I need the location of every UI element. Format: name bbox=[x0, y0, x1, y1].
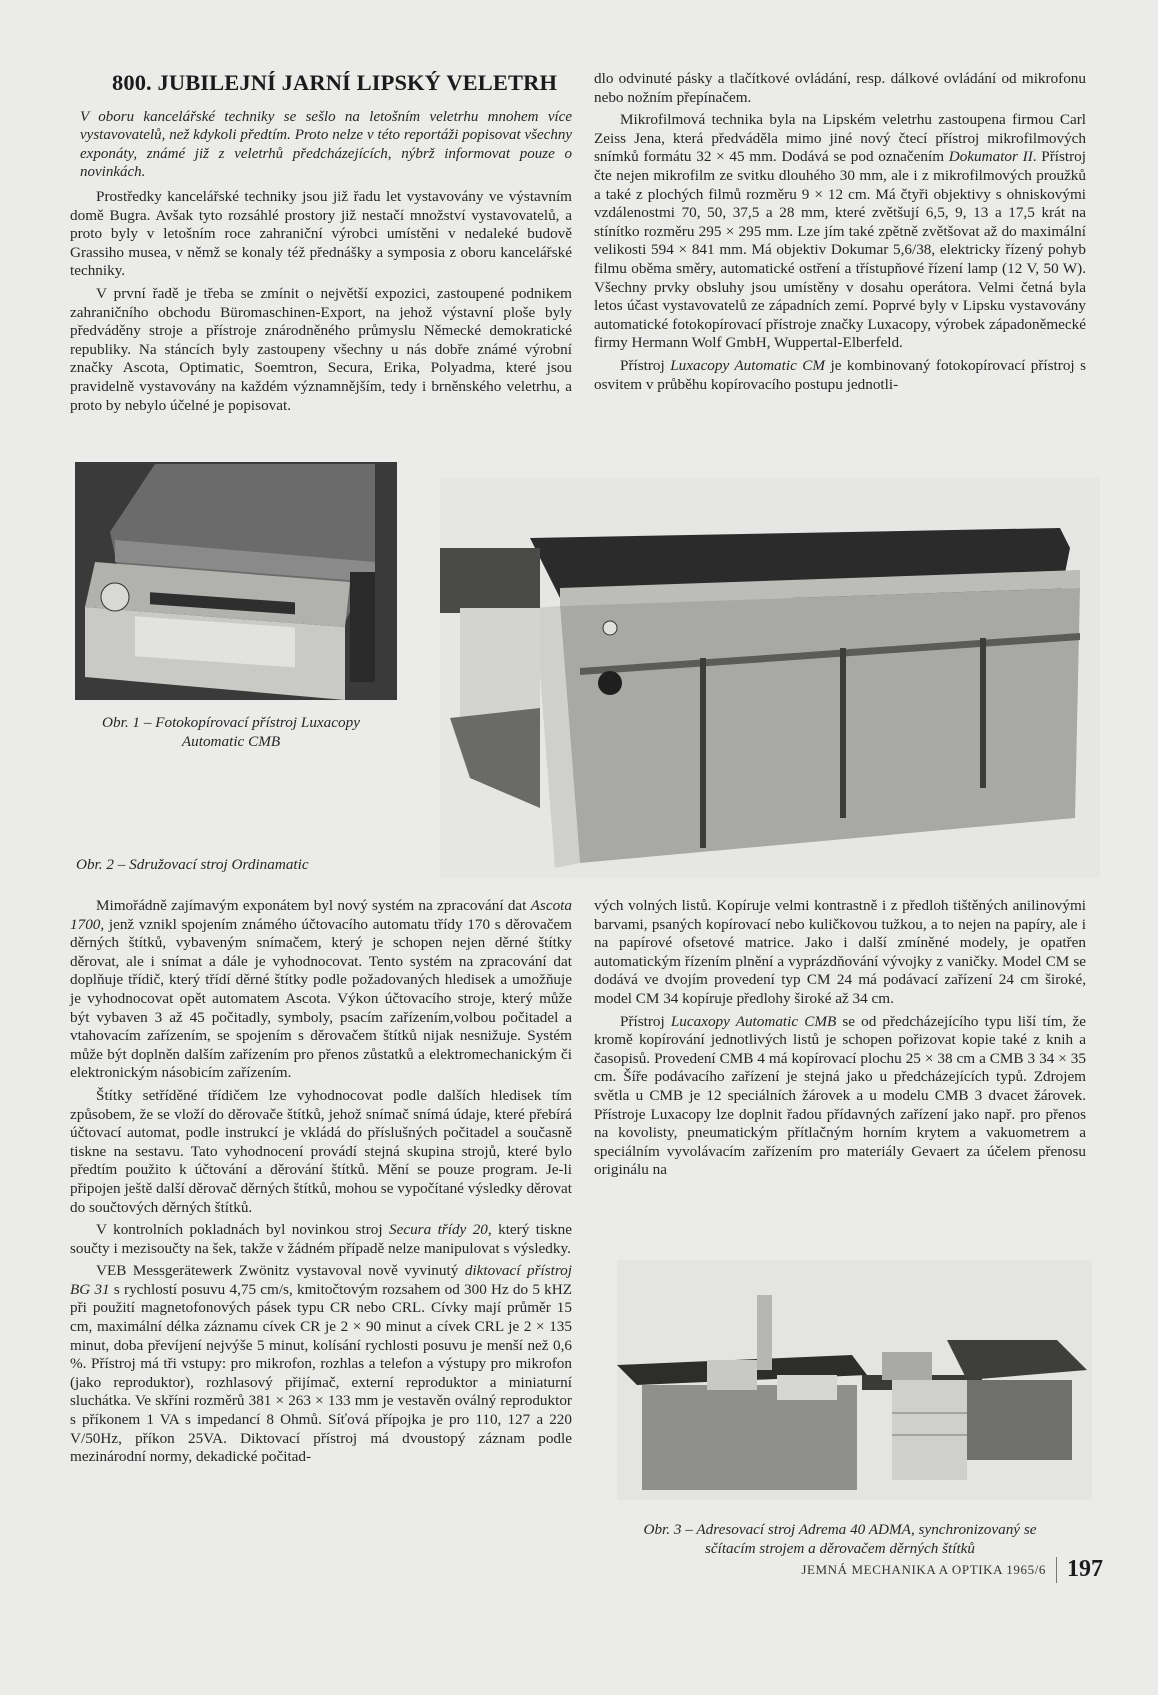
copier-dial bbox=[101, 583, 129, 611]
figure-label: Obr. 3 bbox=[643, 1521, 682, 1538]
figure-label: Obr. 1 bbox=[102, 714, 141, 731]
article-title: 800. JUBILEJNÍ JARNÍ LIPSKÝ VELETRH bbox=[112, 70, 558, 95]
product-name: diktovací přístroj BG 31 bbox=[70, 1262, 572, 1298]
paragraph bbox=[594, 357, 1086, 394]
calculating-machine bbox=[882, 1352, 932, 1380]
text-run: Mikrofilmová technika byla na Lipském veletrhu zastoupena firmou Carl Zeiss Jena, která předváděla mimo jiné nový čtecí přístroj mikrofilmových snímků formátu 32 × 45 mm. Dodává se pod označením bbox=[594, 111, 1086, 166]
indicator-light bbox=[603, 621, 617, 635]
column-right-top bbox=[594, 70, 1086, 394]
figure-1-photocopier-photo bbox=[75, 462, 397, 700]
desk-right-body bbox=[967, 1380, 1072, 1460]
panel-divider bbox=[700, 658, 706, 848]
text-run: Přístroj bbox=[620, 1012, 671, 1030]
footer-divider bbox=[1056, 1557, 1057, 1583]
caption-line bbox=[70, 713, 392, 732]
caption-text: Automatic CMB bbox=[181, 733, 281, 750]
paragraph bbox=[594, 1013, 1086, 1180]
product-name: Ascota 1700 bbox=[70, 897, 572, 933]
product-name: Lucaxopy Automatic CMB bbox=[670, 1012, 837, 1030]
paragraph: Prostředky kancelářské techniky jsou již řadu let vystavovány ve výstavním domě Bugra. Avšak tyto rozsáhlé prostory již nestačí množství vystavovatelů, a proto byly v letošním roce zahraniční výrobci umístěni v nedaleké budově Grassiho musea, v němž se konaly též přednášky a symposia z oboru kancelářské techniky. bbox=[70, 188, 572, 280]
column-left-top bbox=[70, 188, 572, 415]
caption-text: – Sdružovací stroj Ordinamatic bbox=[113, 856, 309, 873]
column-left-bottom bbox=[70, 897, 572, 1467]
caption-line bbox=[594, 1520, 1086, 1539]
desk-left-body bbox=[642, 1385, 857, 1490]
text-run: , jenž vznikl spojením známého účtovacího automatu třídy 170 s děrovačem děrných štítků, vybaveným snímačem, který je schopen nejen děrné štítky děrovat, ale i snímat a dále je vyhodnocovat. Tento systém na zpracování dat doplňuje třídič, který třídí děrné štítky podle požadovaných hledisek a umožňuje je vyhodnocovat opět automatem Ascota. Výkon účtovacího stroje, který může být vybaven 3 až 45 počitadly, symboly, psacím zařízením,volbou počitadel a vtahovacím zařízením, se spojením s děrovačem štítků nijak nesnižuje. Systém může být doplněn dalším zařízením pro přenos zůstatků a elektromechanickým či elektronickým násobicím zařízením. bbox=[70, 915, 572, 1082]
paragraph: V první řadě je třeba se zmínit o největší expozici, zastoupené podnikem zahraničního obchodu Büromaschinen-Export, na jehož výstavní ploše byly předváděny stroje a přístroje znárodněného průmyslu Německé demokratické republiky. Na stáncích byly zastoupeny všechny u nás dobře známé výrobní značky Ascota, Optimatic, Soemtron, Secura, Erika, Polyadma, které jsou pravidelně vystavovány na každém významnějším, tedy i brněnského veletrhu, a proto by nebylo účelné je popisovat. bbox=[70, 284, 572, 414]
paragraph bbox=[70, 1262, 572, 1467]
product-name: Secura třídy 20 bbox=[389, 1221, 488, 1239]
text-run: s rychlostí posuvu 4,75 cm/s, kmitočtovým rozsahem od 300 Hz do 5 kHZ při použití magnetofonových pásek typu CR nebo CRL. Cívky mají průměr 15 cm, maximální délka záznamu cívek CR je 2 × 90 minut a cívek CRL je 2 × 135 minut, doba převíjení nejvýše 5 minut, kolísání rychlosti posuvu je menší než 0,6 %. Přístroj má tři vstupy: pro mikrofon, rozhlas a telefon a výstupy pro mikrofon (jako reproduktor), rozhlasový přijímač, externí reproduktor a miniaturní sluchátka. Ve skříni rozměrů 381 × 263 × 133 mm je vestavěn oválný reproduktor s příkonem 1 VA s impedancí 8 Ohmů. Síťová přípojka je pro 110, 127 a 220 V/50Hz, příkon 25VA. Diktovací přístroj má dvoustopý záznam podle mezinárodní normy, dekadické počitad- bbox=[70, 1280, 572, 1466]
machine-column bbox=[757, 1295, 772, 1370]
text-run: Mimořádně zajímavým exponátem byl nový systém na zpracování dat bbox=[96, 897, 531, 914]
paragraph bbox=[70, 1221, 572, 1258]
paragraph: vých volných listů. Kopíruje velmi kontrastně i z předloh tištěných anilinovými barvami, psaných kopírovací nebo kuličkovou tužkou, a to nejen na papíry, ale i na papírové ofsetové matrice. Jako i další zmíněné modely, je opatřen automatickým řízením plnění a vyprázdňování vývojky z vaničky. Model CM se dodává ve dvojím provedení typ CM 24 má podávací zařízení 24 cm široké, model CM 34 kopíruje předlohy široké až 34 cm. bbox=[594, 897, 1086, 1007]
paragraph: dlo odvinuté pásky a tlačítkové ovládání, resp. dálkové ovládání od mikrofonu nebo nožním přepínačem. bbox=[594, 70, 1086, 106]
control-knob bbox=[598, 671, 622, 695]
figure-2-caption bbox=[76, 855, 396, 874]
product-name: Luxacopy Automatic CM bbox=[670, 356, 826, 374]
feeder-unit bbox=[440, 548, 540, 613]
figure-3-caption bbox=[594, 1520, 1086, 1558]
figure-2-ordinamatic-photo bbox=[440, 478, 1100, 878]
caption-text: – Fotokopírovací přístroj Luxacopy bbox=[140, 714, 360, 731]
paragraph bbox=[594, 111, 1086, 353]
journal-name: JEMNÁ MECHANIKA A OPTIKA 1965/6 bbox=[801, 1561, 1046, 1577]
paper-stack bbox=[460, 608, 540, 718]
paragraph bbox=[70, 897, 572, 1083]
text-run: je kombinovaný fotokopírovací přístroj s osvitem v průběhu kopírovacího postupu jednotli- bbox=[594, 356, 1087, 393]
text-run: VEB Messgerätewerk Zwönitz vystavoval nově vyvinutý bbox=[96, 1262, 465, 1280]
control-panel bbox=[777, 1375, 837, 1400]
paragraph: Štítky setříděné třídičem lze vyhodnocovat podle dalších hledisek tím způsobem, že se vloží do děrovače štítků, jehož snímač snímá údaje, které přebírá účtovací automat, podle instrukcí je vkládá do příslušných počitadel a současně tiskne na sestavu. Tato vyhodnocení provádí stejná skupina strojů, které bylo předtím použito k účtování a děrování štítků. Mění se pouze program. Je-li připojen ještě další děrovač děrných štítků, mohou se vypočítané výsledky děrovat do součtových děrných štítků. bbox=[70, 1086, 572, 1216]
column-right-bottom bbox=[594, 897, 1086, 1180]
figure-label: Obr. 2 bbox=[76, 856, 114, 873]
machine-front-panel bbox=[560, 588, 1080, 863]
text-run: V kontrolních pokladnách byl novinkou stroj bbox=[96, 1221, 389, 1239]
figure-3-adrema-photo bbox=[617, 1260, 1092, 1500]
panel-divider bbox=[980, 638, 986, 788]
page-footer bbox=[801, 1556, 1103, 1583]
text-run: se od předcházejícího typu liší tím, že kromě kopírování jednotlivých listů je schopen pořizovat kopie také z knih a časopisů. Provedení CMB 4 má kopírovací plochu 25 × 38 cm a CMB 3 34 × 35 cm. Šíře podávacího zařízení je stejná jako u předcházejících typů. Zdrojem světla u CMB je 12 speciálních žárovek a u modelu CMB 3 dvacet žárovek. Přístroje Luxacopy lze doplnit řadou přídavných zařízení jako např. pro přenos na kovolisty, pneumatickým přítlačným horním krytem a vakuometrem a speciálním vyvolávacím zařízením pro materiály Gevaert za účelem přenosu originálu na bbox=[594, 1012, 1086, 1179]
figure-1-caption bbox=[70, 713, 392, 751]
caption-text: – Adresovací stroj Adrema 40 ADMA, synchronizovaný se bbox=[681, 1521, 1037, 1538]
panel-divider bbox=[840, 648, 846, 818]
caption-text: sčítacím strojem a děrovačem děrných štítků bbox=[704, 1540, 976, 1557]
page-number: 197 bbox=[1067, 1556, 1103, 1582]
drawer-cabinet bbox=[892, 1380, 967, 1480]
text-run: , který tiskne součty i mezisoučty na šek, takže v žádném případě nelze manipulovat s výsledky. bbox=[70, 1221, 573, 1257]
text-run: . Přístroj čte nejen mikrofilm ze svitku dlouhého 30 mm, ale i z mikrofilmových proužků a také z plochých filmů rozměru 9 × 12 cm. Má čtyři objektivy s ohniskovými vzdálenostmi 70, 50, 37,5 a 28 mm, které zvětšují 6,5, 9, 13 a 17,5 krát na stínítko rozměru 295 × 295 mm. Lze jím také zpětně zvětšovat až do maximální velikosti 594 × 841 mm. Má objektiv Dokumar 5,6/38, elektricky řízený pohyb filmu oběma směry, automatické ostření a třístupňové řízení lamp (12 V, 50 W). Všechny prvky obsluhy jsou umístěny v dosahu operátora. Velmi četná byla letos účast vystavovatelů ze západních zemí. Poprvé byly v Lipsku vystavovány automatické fotokopírovací přístroje značky Luxacopy, výrobek západoněmecké firmy Hermann Wolf GmbH, Wuppertal-Elberfeld. bbox=[594, 148, 1087, 352]
article-lead: V oboru kancelářské techniky se sešlo na letošním veletrhu mnohem více vystavovatelů, než kdykoli předtím. Proto nelze v této reportáži popisovat všechny exponáty, známé již z veletrhů předcházejících, nýbrž informovat pouze o novinkách. bbox=[80, 109, 572, 180]
text-run: Přístroj bbox=[620, 356, 671, 374]
copier-side-handle bbox=[350, 572, 375, 682]
addressing-unit bbox=[707, 1360, 757, 1390]
product-name: Dokumator II bbox=[948, 148, 1033, 166]
